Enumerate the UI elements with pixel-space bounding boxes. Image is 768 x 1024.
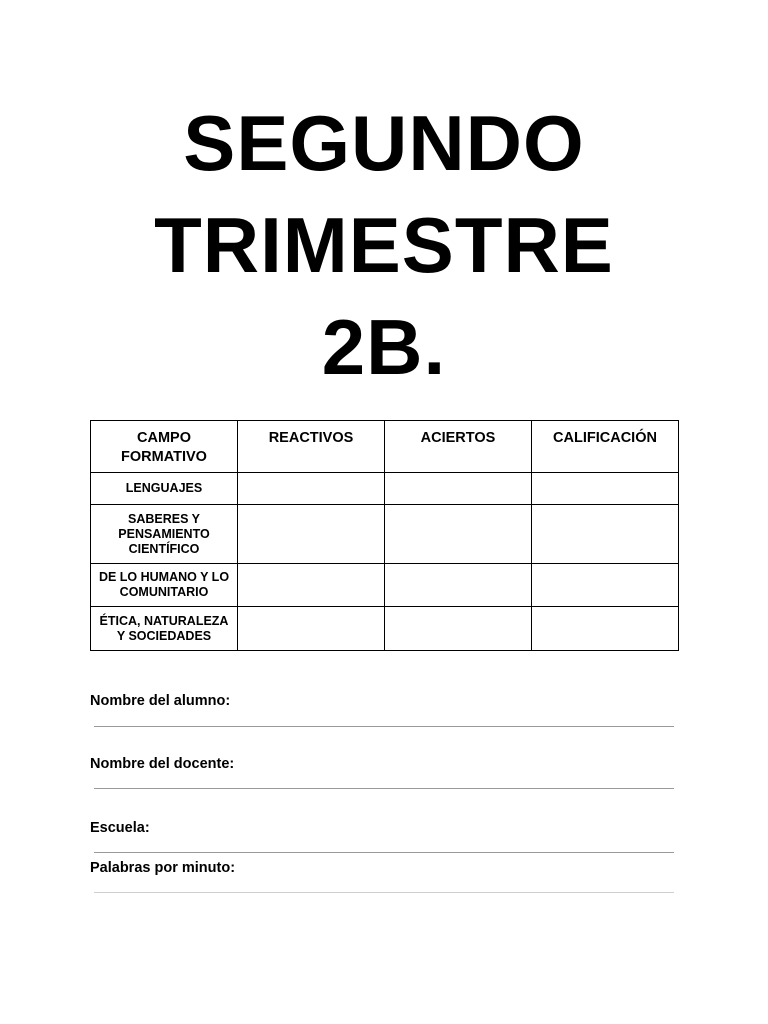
title-line-1: SEGUNDO bbox=[183, 99, 585, 187]
document-title bbox=[0, 92, 768, 398]
table-header-row bbox=[91, 421, 679, 473]
calificacion-cell[interactable] bbox=[532, 607, 679, 651]
header-reactivos: REACTIVOS bbox=[238, 421, 385, 473]
escuela-label: Escuela: bbox=[90, 820, 150, 836]
campo-cell: SABERES Y PENSAMIENTO CIENTÍFICO bbox=[91, 505, 238, 564]
docente-field bbox=[90, 755, 674, 789]
reactivos-cell[interactable] bbox=[238, 473, 385, 505]
aciertos-cell[interactable] bbox=[385, 607, 532, 651]
title-line-2: TRIMESTRE bbox=[154, 201, 614, 289]
table-row bbox=[91, 564, 679, 607]
reactivos-cell[interactable] bbox=[238, 505, 385, 564]
student-info-form bbox=[90, 692, 674, 893]
alumno-label: Nombre del alumno: bbox=[90, 693, 231, 709]
alumno-input-line[interactable] bbox=[94, 726, 674, 727]
campo-cell: ÉTICA, NATURALEZA Y SOCIEDADES bbox=[91, 607, 238, 651]
aciertos-cell[interactable] bbox=[385, 505, 532, 564]
calificacion-cell[interactable] bbox=[532, 564, 679, 607]
reactivos-cell[interactable] bbox=[238, 564, 385, 607]
aciertos-cell[interactable] bbox=[385, 473, 532, 505]
palabras-input-line[interactable] bbox=[94, 892, 674, 893]
palabras-label: Palabras por minuto: bbox=[90, 860, 236, 876]
header-aciertos: ACIERTOS bbox=[385, 421, 532, 473]
calificacion-cell[interactable] bbox=[532, 505, 679, 564]
table-row bbox=[91, 505, 679, 564]
header-calificacion: CALIFICACIÓN bbox=[532, 421, 679, 473]
aciertos-cell[interactable] bbox=[385, 564, 532, 607]
title-line-3: 2B. bbox=[321, 303, 447, 391]
escuela-input-line[interactable] bbox=[94, 852, 674, 853]
palabras-field bbox=[90, 859, 674, 893]
header-campo-formativo: CAMPO FORMATIVO bbox=[91, 421, 238, 473]
table-row bbox=[91, 607, 679, 651]
calificacion-cell[interactable] bbox=[532, 473, 679, 505]
reactivos-cell[interactable] bbox=[238, 607, 385, 651]
table-row bbox=[91, 473, 679, 505]
docente-input-line[interactable] bbox=[94, 788, 674, 789]
alumno-field bbox=[90, 692, 674, 727]
escuela-field bbox=[90, 819, 674, 853]
campo-cell: DE LO HUMANO Y LO COMUNITARIO bbox=[91, 564, 238, 607]
campo-cell: LENGUAJES bbox=[91, 473, 238, 505]
score-table bbox=[90, 420, 679, 651]
docente-label: Nombre del docente: bbox=[90, 756, 235, 772]
